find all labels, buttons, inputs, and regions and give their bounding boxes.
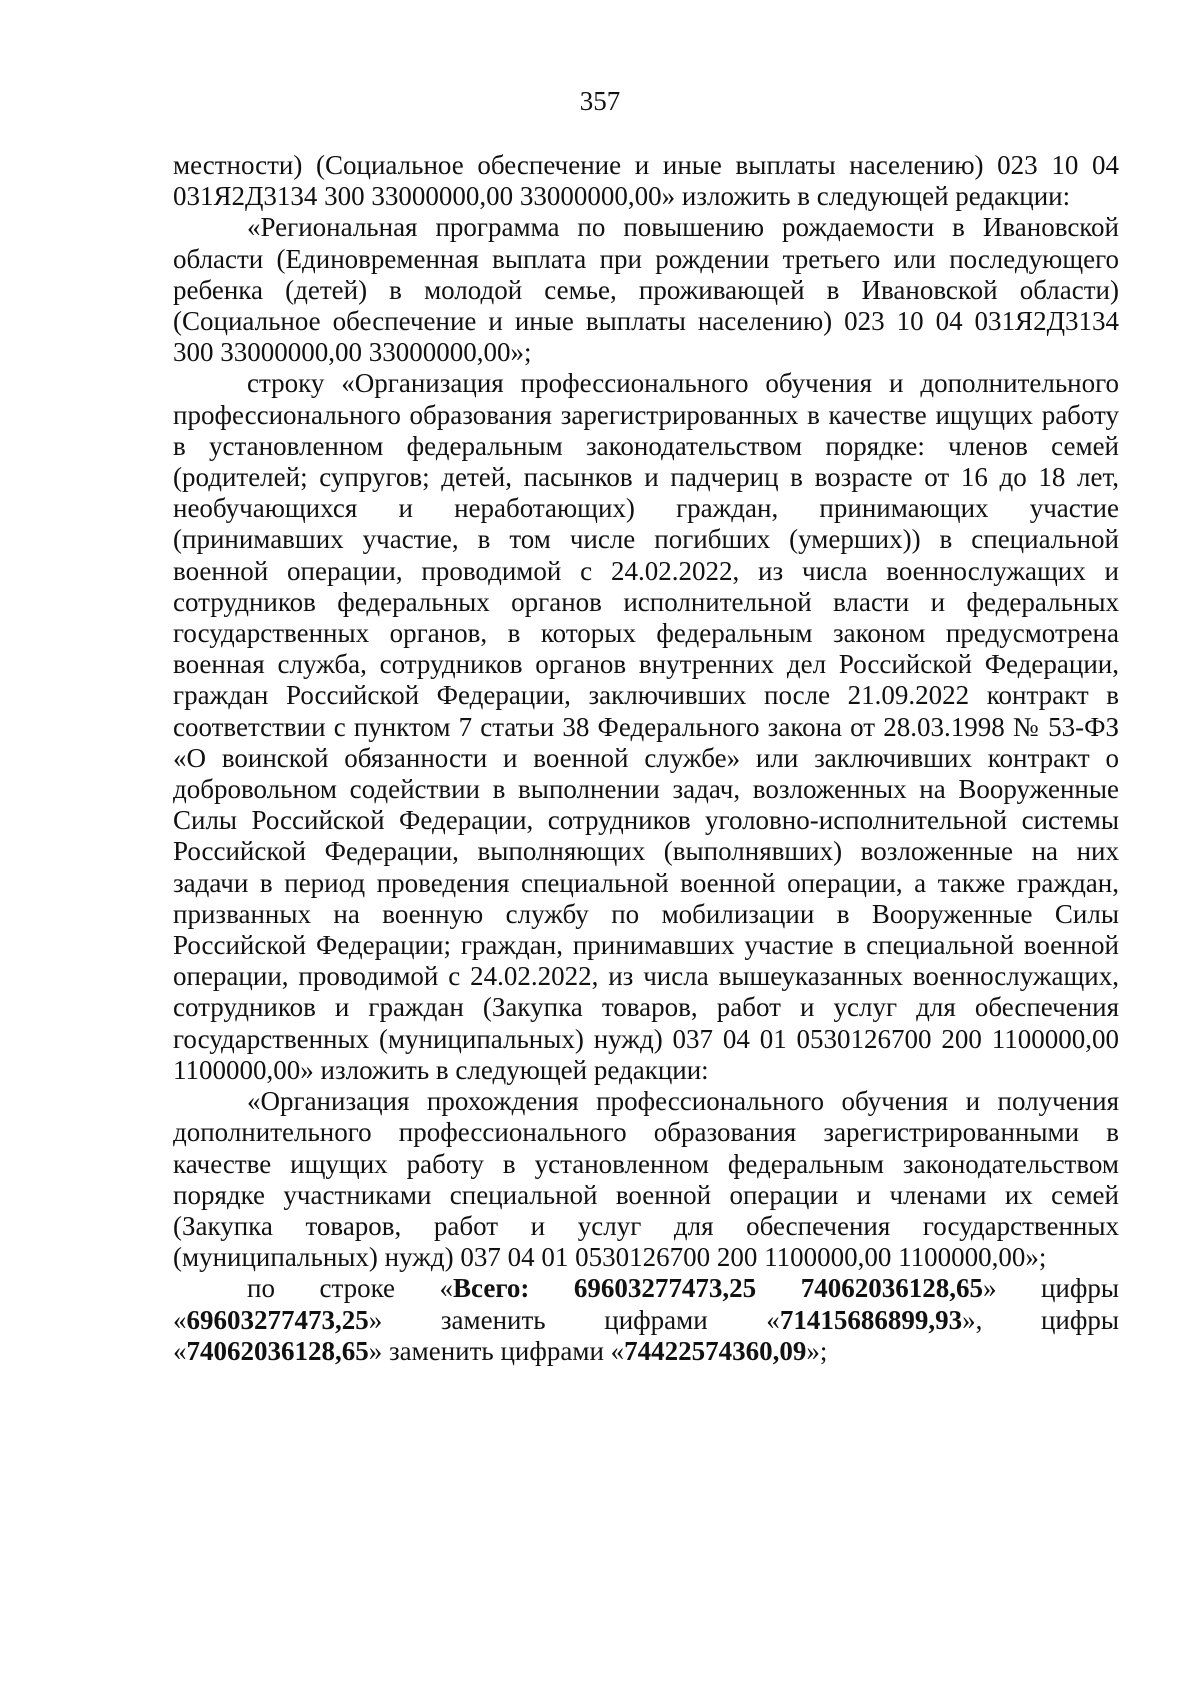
paragraph-totals bbox=[173, 1273, 1119, 1367]
paragraph-training-old-line: строку «Организация профессионального обучения и дополнительного профессионального образования зарегистрированных в качестве ищущих работу в установленном федеральным законодательством порядке: членов семей (родителей; супругов; детей, пасынков и падчериц в возрасте от 16 до 18 лет, необучающихся и неработающих) граждан, принимающих участие (принимавших участие, в том числе погибших (умерших)) в специальной военной операции, проводимой с 24.02.2022, из числа военнослужащих и сотрудников федеральных органов исполнительной власти и федеральных государственных органов, в которых федеральным законом предусмотрена военная служба, сотрудников органов внутренних дел Российской Федерации, граждан Российской Федерации, заключивших после 21.09.2022 контракт в соответствии с пунктом 7 статьи 38 Федерального закона от 28.03.1998 № 53-ФЗ «О воинской обязанности и военной службе» или заключивших контракт о добровольном содействии в выполнении задач, возложенных на Вооруженные Силы Российской Федерации, сотрудников уголовно-исполнительной системы Российской Федерации, выполняющих (выполнявших) возложенные на них задачи в период проведения специальной военной операции, а также граждан, призванных на военную службу по мобилизации в Вооруженные Силы Российской Федерации; граждан, принимавших участие в специальной военной операции, проводимой с 24.02.2022, из числа вышеуказанных военнослужащих, сотрудников и граждан (Закупка товаров, работ и услуг для обеспечения государственных (муниципальных) нужд) 037 04 01 0530126700 200 1100000,00 1100000,00» изложить в следующей редакции: bbox=[173, 368, 1119, 1085]
totals-text-3: » заменить цифрами « bbox=[368, 1304, 780, 1335]
new-total-2: 74422574360,09 bbox=[624, 1335, 807, 1366]
old-total-2: 74062036128,65 bbox=[186, 1335, 369, 1366]
page-number: 357 bbox=[579, 86, 621, 116]
old-total-1: 69603277473,25 bbox=[186, 1304, 369, 1335]
paragraph-continuation: местности) (Социальное обеспечение и иные выплаты населению) 023 10 04 031Я2Д3134 300 33000000,00 33000000,00» изложить в следующей редакции: bbox=[173, 150, 1119, 212]
totals-text-4: », цифры « bbox=[173, 1304, 1119, 1366]
totals-text-2: » цифры « bbox=[173, 1273, 1119, 1335]
totals-text-1: по строке « bbox=[247, 1273, 454, 1304]
paragraph-regional-program: «Региональная программа по повышению рождаемости в Ивановской области (Единовременная выплата при рождении третьего или последующего ребенка (детей) в молодой семье, проживающей в Ивановской области) (Социальное обеспечение и иные выплаты населению) 023 10 04 031Я2Д3134 300 33000000,00 33000000,00»; bbox=[173, 212, 1119, 368]
paragraph-training-new-line: «Организация прохождения профессионального обучения и получения дополнительного профессионального образования зарегистрированными в качестве ищущих работу в установленном федеральным законодательством порядке участниками специальной военной операции и членами их семей (Закупка товаров, работ и услуг для обеспечения государственных (муниципальных) нужд) 037 04 01 0530126700 200 1100000,00 1100000,00»; bbox=[173, 1086, 1119, 1273]
totals-text-5: » заменить цифрами « bbox=[368, 1335, 625, 1366]
new-total-1: 71415686899,93 bbox=[779, 1304, 963, 1335]
document-body bbox=[173, 150, 1119, 1367]
totals-text-6: »; bbox=[806, 1335, 828, 1366]
totals-line-label: Всего: 69603277473,25 74062036128,65 bbox=[453, 1273, 983, 1304]
